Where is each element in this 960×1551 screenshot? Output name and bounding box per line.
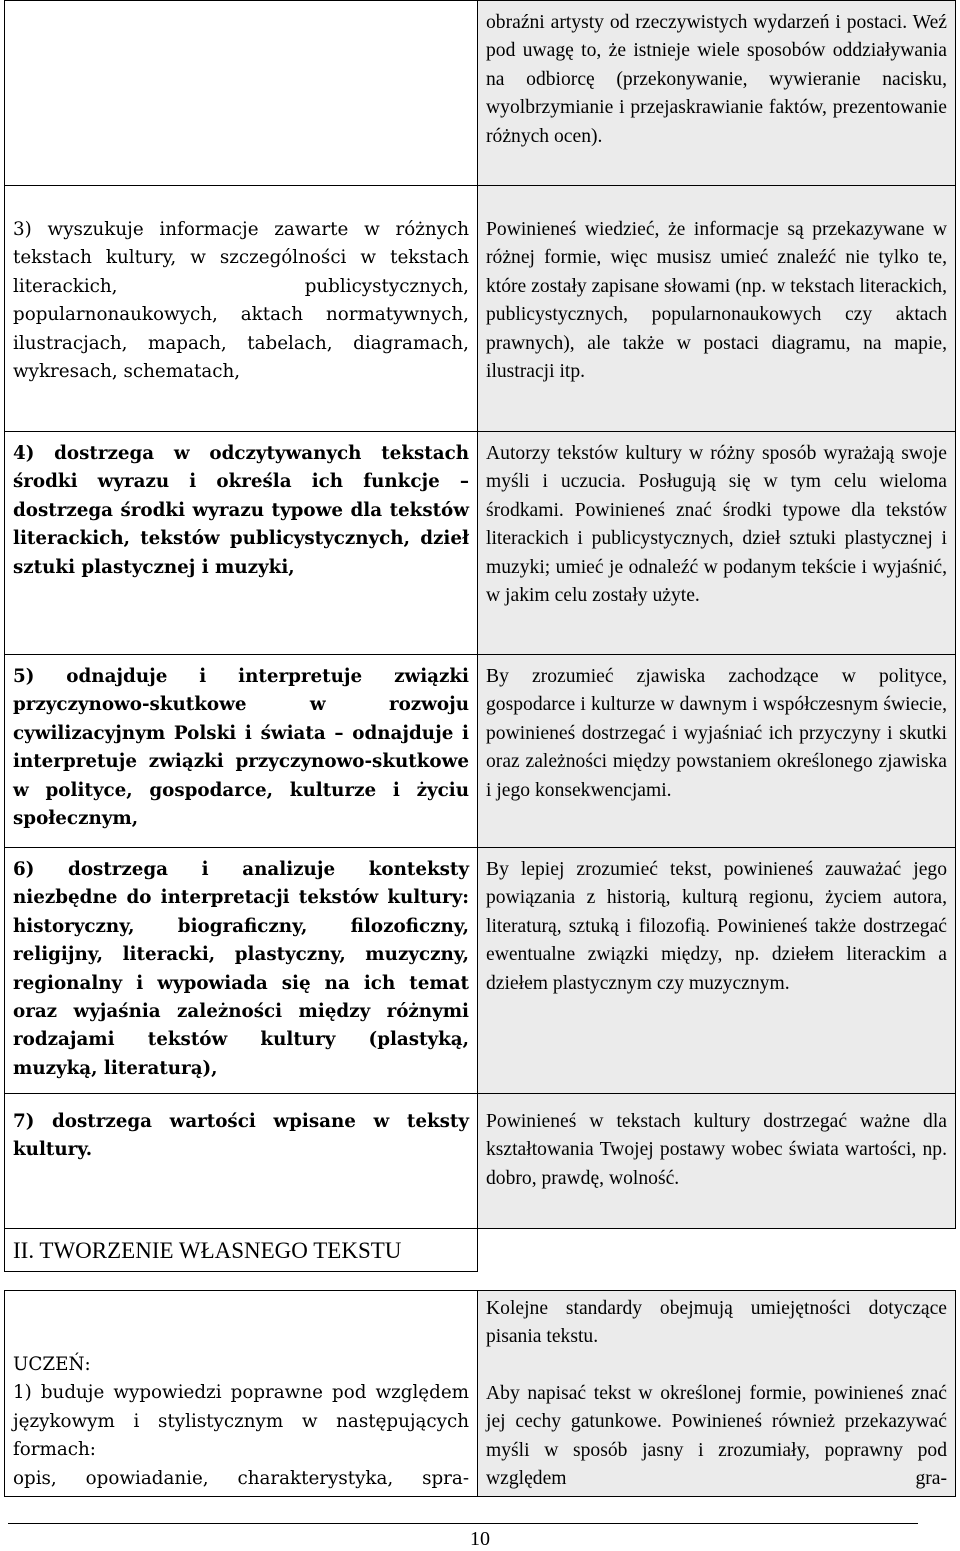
page-number: 10 [470, 1528, 490, 1550]
explanation-text: By zrozumieć zjawiska zachodzące w polityce, gospodarce i kulturze w dawnym i współczesnym świecie, powinieneś dostrzegać i wyjaśniać ich przyczyny i skutki oraz zależności między powstaniem określonego zjawiska i jego konsekwencjami. [486, 666, 947, 801]
standards-table [4, 0, 956, 1497]
requirement-text: 4) dostrzega w odczytywanych tekstach środki wyrazu i określa ich funkcje – dostrzega środki wyrazu typowe dla tekstów literackich, tekstów publicystycznych, dzieł sztuki plastycznej i muzyki, [13, 443, 469, 578]
requirement-cell [5, 432, 478, 655]
requirement-text: UCZEŃ: 1) buduje wypowiedzi poprawne pod względem językowym i stylistycznym w następujących formach: opis, opowiadanie, charakterystyka, spra- [5, 1291, 477, 1493]
requirement-text: 5) odnajduje i interpretuje związki przyczynowo-skutkowe w rozwoju cywilizacyjnym Polski i świata – odnajduje i interpretuje związki przyczynowo-skutkowe w polityce, gospodarce, kulturze i życiu społecznym, [13, 666, 469, 830]
table-row [5, 1094, 956, 1229]
requirement-text: 3) wyszukuje informacje zawarte w różnych tekstach kultury, w szczególności w tekstach literackich, publicystycznych, popularnonaukowych, aktach normatywnych, ilustracjach, mapach, tabelach, diagramach, wykresach, schematach, [13, 219, 469, 383]
explanation-cell [478, 1, 956, 186]
explanation-text: By lepiej zrozumieć tekst, powinieneś zauważać jego powiązania z historią, kulturą regionu, życiem autora, literaturą, sztuką i filozofią. Powinieneś także dostrzegać ewentualne związki między, np. dziełem literackim a dziełem plastycznym czy muzycznym. [486, 859, 947, 994]
section-heading: II. TWORZENIE WŁASNEGO TEKSTU [5, 1229, 478, 1272]
requirement-cell [5, 1291, 478, 1497]
table-row [5, 186, 956, 432]
requirement-cell [5, 848, 478, 1094]
requirement-cell [5, 1094, 478, 1229]
explanation-cell [478, 848, 956, 1094]
explanation-text: obraźni artysty od rzeczywistych wydarzeń i postaci. Weź pod uwagę to, że istnieje wiele sposobów oddziaływania na odbiorcę (przekonywanie, wywieranie nacisku, wyolbrzymianie i przejaskrawianie faktów, prezentowanie różnych ocen). [486, 12, 947, 147]
table-row [5, 1291, 956, 1497]
explanation-cell [478, 655, 956, 848]
explanation-text: Powinieneś wiedzieć, że informacje są przekazywane w różnej formie, więc musisz umieć znaleźć nie tylko te, które zostały zapisane słowami (np. w tekstach literackich, publicystycznych, popularnonaukowych czy aktach prawnych), ale także w postaci diagramu, na mapie, ilustracji itp. [486, 219, 947, 383]
explanation-text: Kolejne standardy obejmują umiejętności dotyczące pisania tekstu. Aby napisać tekst w określonej formie, powinieneś znać jej cechy gatunkowe. Powinieneś również przekazywać myśli w sposób jasny i zrozumiały, poprawny pod względem gra- [486, 1298, 947, 1490]
explanation-cell [478, 432, 956, 655]
footer-rule [8, 1523, 918, 1524]
student-label: UCZEŃ: [13, 1354, 91, 1375]
table-row [5, 432, 956, 655]
table-row [5, 848, 956, 1094]
explanation-text: Powinieneś w tekstach kultury dostrzegać ważne dla kształtowania Twojej postawy wobec świata wartości, np. dobro, prawdę, wolność. [486, 1111, 947, 1189]
section-heading-row [5, 1229, 956, 1272]
explanation-text: Autorzy tekstów kultury w różny sposób wyrażają swoje myśli i uczucia. Posługują się w tym celu wieloma środkami. Powinieneś znać środki typowe dla tekstów literackich i publicystycznych, dzieł sztuki plastycznej i muzyki; umieć je odnaleźć w podanym tekście i wyjaśnić, w jakim celu zostały użyte. [486, 443, 947, 607]
explanation-cell [478, 1094, 956, 1229]
explanation-cell [478, 1291, 956, 1497]
table-row [5, 655, 956, 848]
table-row [5, 1, 956, 186]
requirement-text: 6) dostrzega i analizuje konteksty niezbędne do interpretacji tekstów kultury: historyczny, biograficzny, filozoficzny, religijny, literacki, plastyczny, muzyczny, regionalny i wypowiada się na ich temat oraz wyjaśnia zależności między różnymi rodzajami tekstów kultury (plastyką, muzyką, literaturą), [13, 859, 469, 1079]
requirement-cell [5, 655, 478, 848]
requirement-cell [5, 186, 478, 432]
requirement-cell [5, 1, 478, 186]
requirement-text: 7) dostrzega wartości wpisane w teksty kultury. [13, 1111, 469, 1161]
explanation-cell [478, 186, 956, 432]
